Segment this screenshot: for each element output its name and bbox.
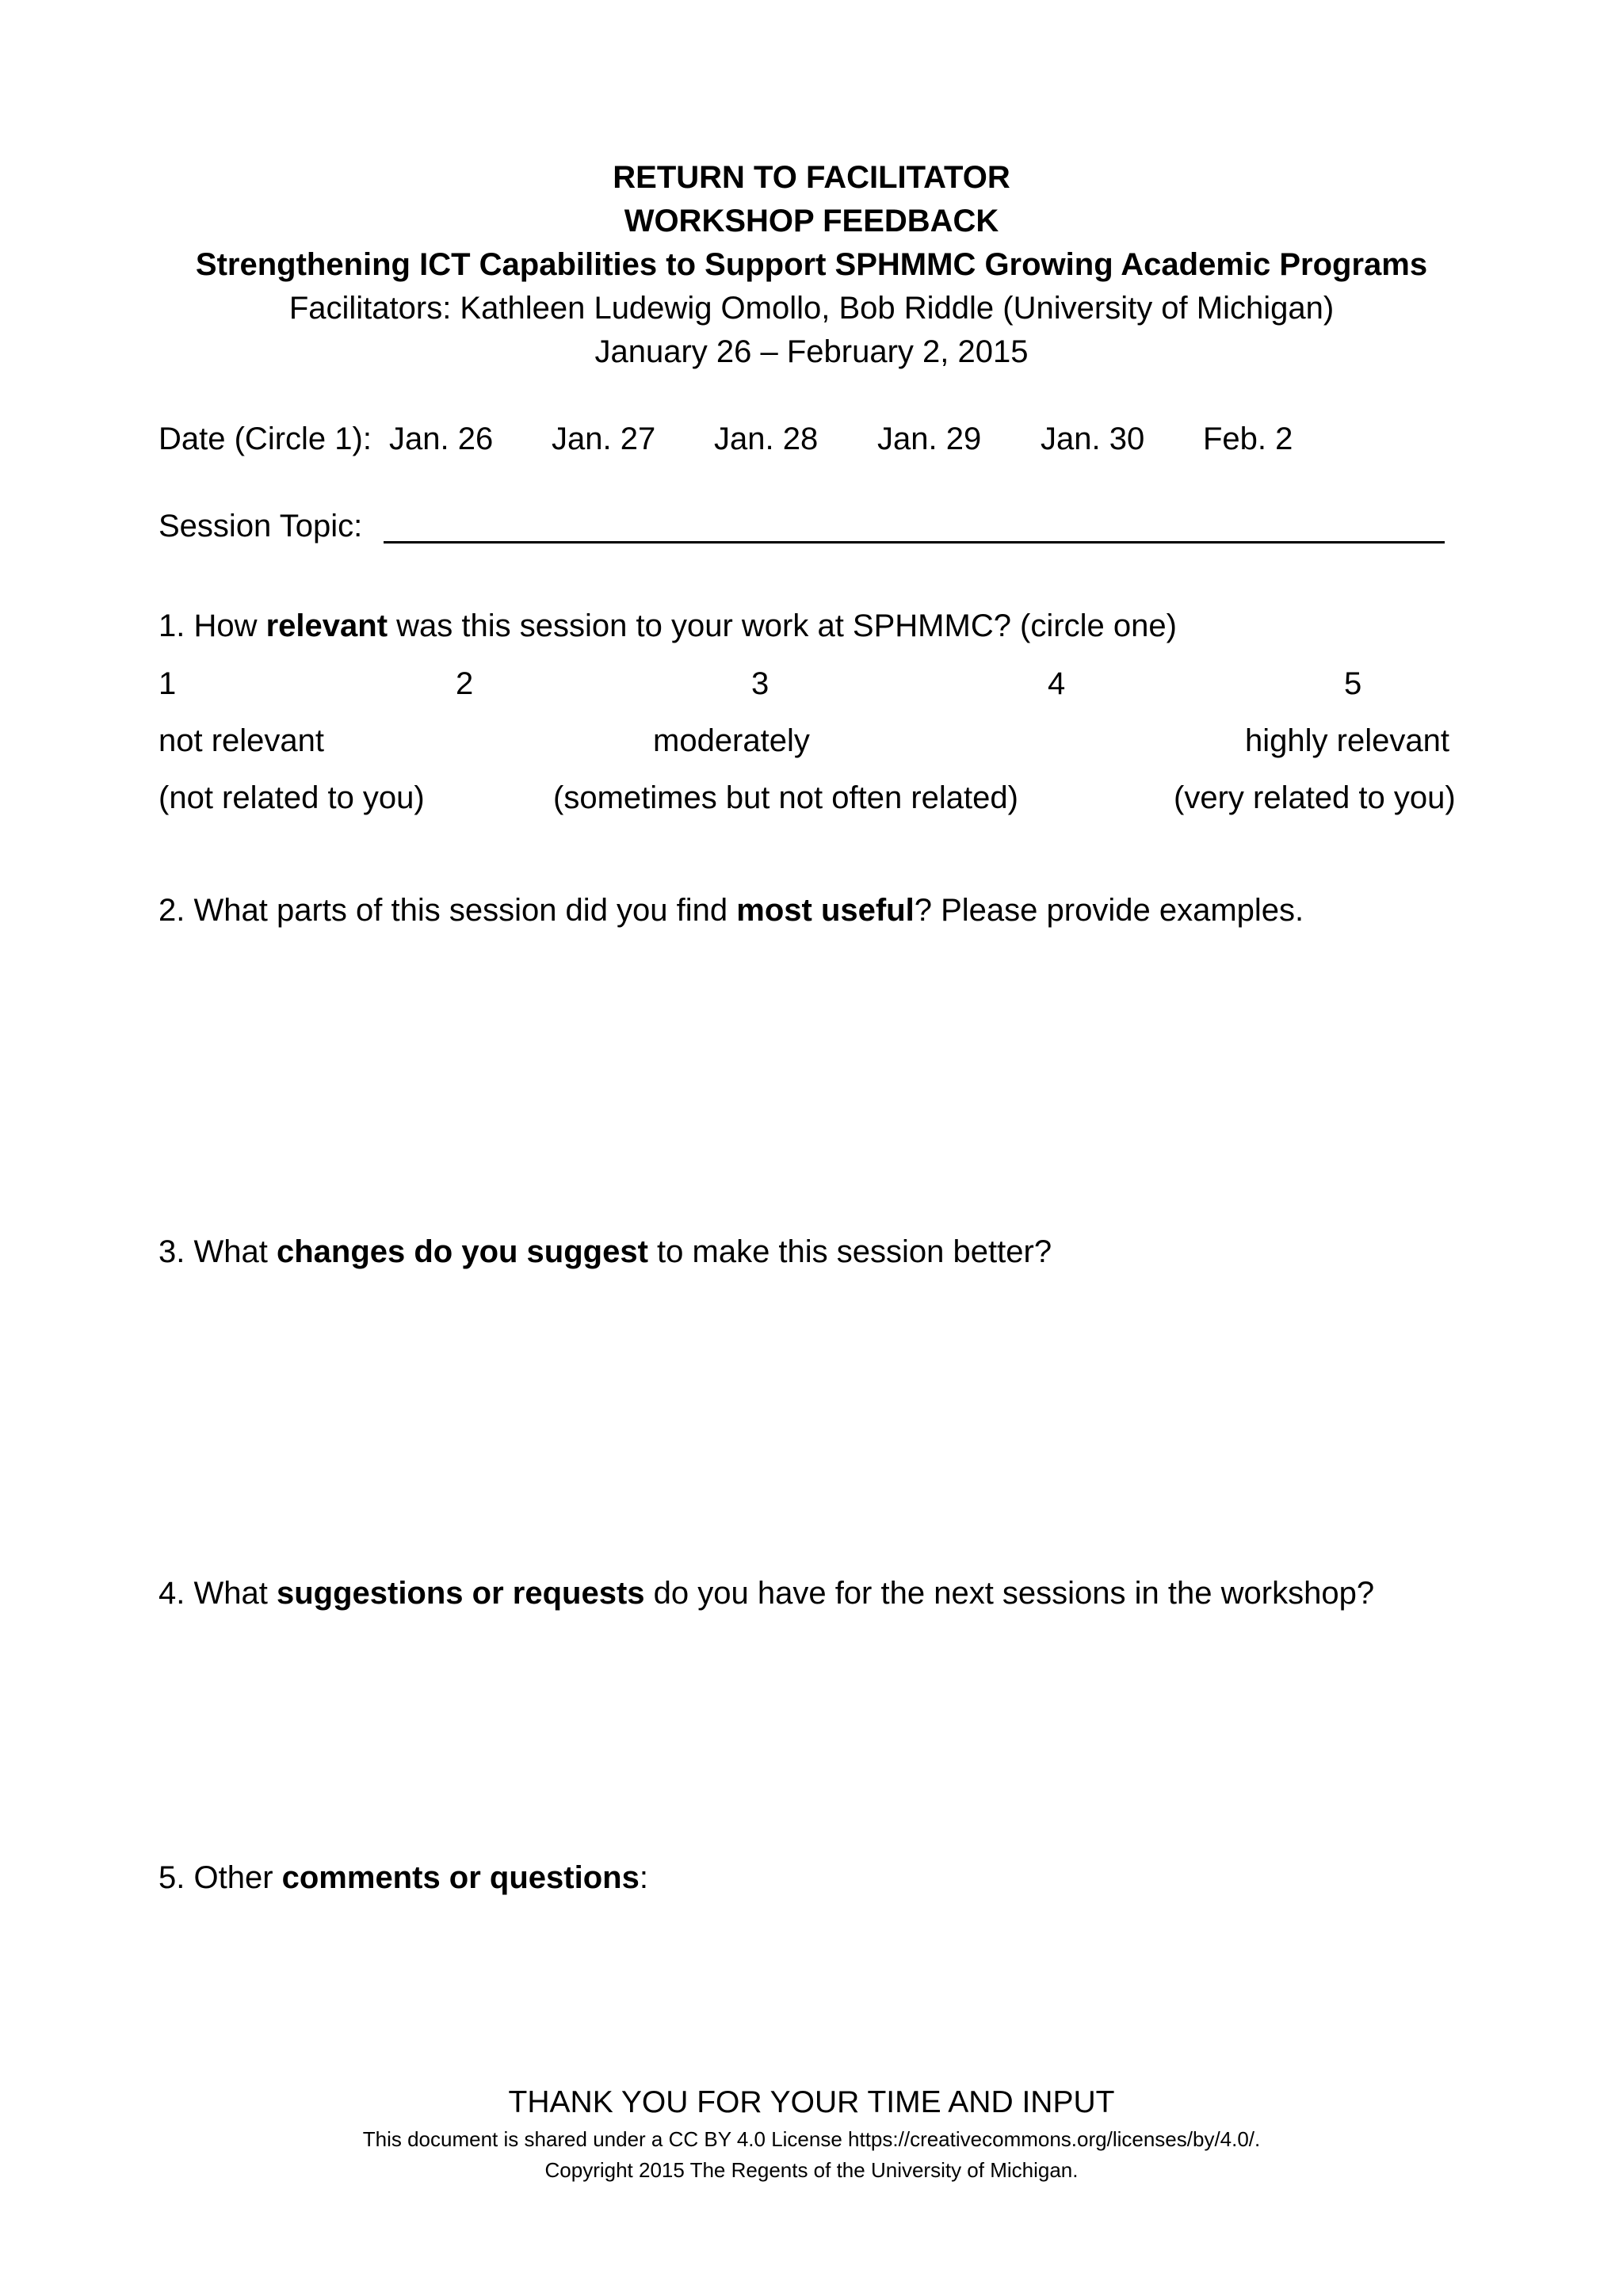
scale-option-1[interactable]: 1 <box>158 666 177 701</box>
question-4 <box>158 1577 1374 1609</box>
question-5 <box>158 1862 648 1894</box>
question-1-suffix: was this session to your work at SPHMMC? (circle one) <box>388 608 1177 643</box>
copyright-line: Copyright 2015 The Regents of the University of Michigan. <box>544 2158 1079 2182</box>
scale-option-2[interactable]: 2 <box>456 666 474 701</box>
date-option-jan-28[interactable]: Jan. 28 <box>714 421 819 456</box>
thank-you-line: THANK YOU FOR YOUR TIME AND INPUT <box>508 2085 1115 2119</box>
scale-option-3[interactable]: 3 <box>751 666 769 701</box>
question-2-keyword: most useful <box>736 893 915 928</box>
question-4-suffix: do you have for the next sessions in the workshop? <box>644 1576 1375 1611</box>
anchor-not-relevant: not relevant <box>158 723 325 758</box>
anchor-highly-relevant: highly relevant <box>1245 723 1449 758</box>
question-4-keyword: suggestions or requests <box>276 1576 645 1611</box>
scale-option-4[interactable]: 4 <box>1048 666 1066 701</box>
anchor-moderately: moderately <box>653 723 810 758</box>
return-label: RETURN TO FACILITATOR <box>613 160 1010 195</box>
question-3 <box>158 1236 1052 1268</box>
question-2-prefix: 2. What parts of this session did you find <box>158 893 737 928</box>
question-3-keyword: changes do you suggest <box>276 1234 648 1269</box>
question-5-prefix: 5. Other <box>158 1860 282 1895</box>
question-2 <box>158 894 1304 926</box>
question-3-suffix: to make this session better? <box>647 1234 1052 1269</box>
question-5-keyword: comments or questions <box>281 1860 640 1895</box>
scale-option-5[interactable]: 5 <box>1344 666 1362 701</box>
session-topic-label: Session Topic: <box>158 509 363 543</box>
anchor-note-very-related: (very related to you) <box>1174 780 1456 815</box>
question-1-keyword: relevant <box>265 608 388 643</box>
date-option-jan-27[interactable]: Jan. 27 <box>552 421 656 456</box>
workshop-title: Strengthening ICT Capabilities to Support SPHMMC Growing Academic Programs <box>195 247 1428 282</box>
date-range: January 26 – February 2, 2015 <box>594 334 1029 369</box>
session-topic-field[interactable] <box>384 541 1445 543</box>
date-option-jan-26[interactable]: Jan. 26 <box>389 421 494 456</box>
date-option-feb-2[interactable]: Feb. 2 <box>1203 421 1293 456</box>
form-title: WORKSHOP FEEDBACK <box>624 204 999 238</box>
license-line: This document is shared under a CC BY 4.0 License https://creativecommons.org/licenses/by/4.0/. <box>362 2127 1261 2151</box>
facilitators-line: Facilitators: Kathleen Ludewig Omollo, Bob Riddle (University of Michigan) <box>288 291 1335 326</box>
date-label: Date (Circle 1): <box>158 421 372 456</box>
question-1 <box>158 610 1177 642</box>
question-5-suffix: : <box>639 1860 648 1895</box>
question-3-prefix: 3. What <box>158 1234 277 1269</box>
anchor-note-sometimes-related: (sometimes but not often related) <box>553 780 1018 815</box>
question-2-suffix: ? Please provide examples. <box>914 893 1304 928</box>
anchor-note-not-related: (not related to you) <box>158 780 425 815</box>
question-4-prefix: 4. What <box>158 1576 277 1611</box>
question-1-prefix: 1. How <box>158 608 266 643</box>
date-option-jan-30[interactable]: Jan. 30 <box>1041 421 1145 456</box>
date-option-jan-29[interactable]: Jan. 29 <box>877 421 982 456</box>
